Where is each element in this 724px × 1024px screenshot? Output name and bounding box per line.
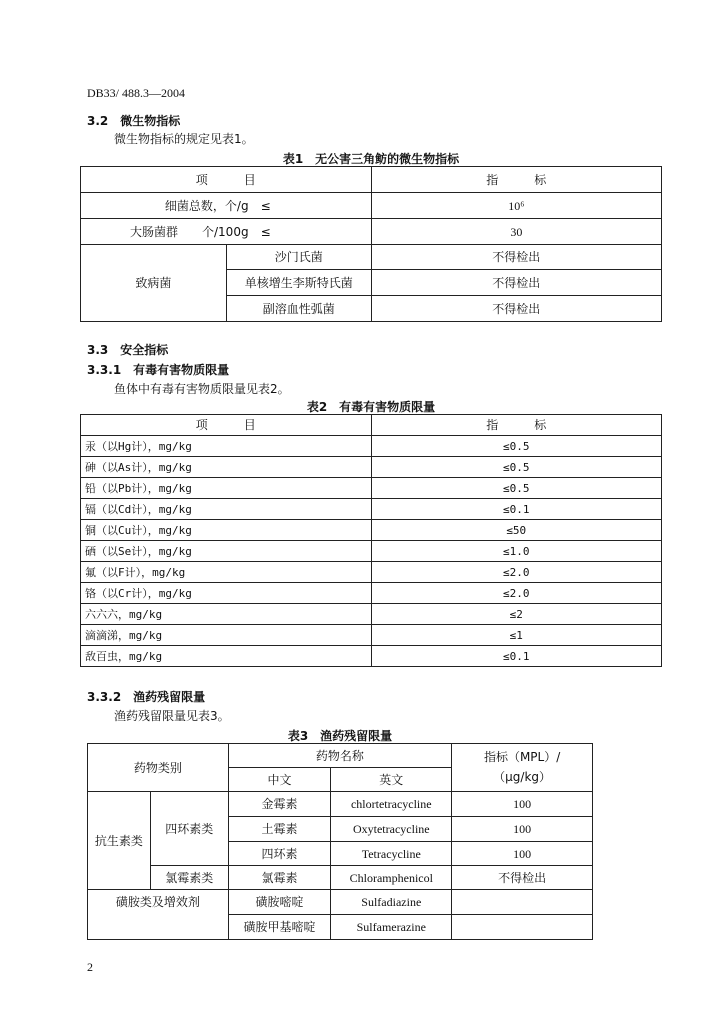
table-cell-value: ≤2 [371,604,662,625]
table-cell-value: 不得检出 [452,866,593,890]
table-2-header-index: 指 标 [371,415,662,436]
drug-cn-name: 金霉素 [228,792,331,817]
table-cell-value: ≤2.0 [371,583,662,604]
table-cell-value: ≤0.5 [371,436,662,457]
table-cell-value [452,890,593,915]
drug-en-name: Sulfadiazine [331,890,452,915]
table-3-header-name: 药物名称 [228,744,452,768]
table-3-header-index-line2: （μg/kg） [493,769,552,784]
table-row: 铜（以Cu计），mg/kg [81,520,372,541]
table-cell-value: 100 [452,817,593,842]
table-row: 镉（以Cd计），mg/kg [81,499,372,520]
antibiotics-group-label: 抗生素类 [88,792,151,890]
table-cell-value: 不得检出 [371,296,661,322]
table-3-caption: 表3 渔药残留限量 [287,729,393,743]
section-3-3-heading: 3.3 安全指标 [87,343,169,357]
pathogen-name: 单核增生李斯特氏菌 [226,270,371,296]
sulfa-group-label: 磺胺类及增效剂 [88,890,229,940]
table-1-header-item: 项 目 [81,167,372,193]
table-cell-value: ≤0.1 [371,499,662,520]
table-2 [80,414,662,667]
table-cell-value: ≤0.5 [371,478,662,499]
tetracyclines-group-label: 四环素类 [150,792,228,866]
table-2-header-item: 项 目 [81,415,372,436]
table-cell-value: ≤0.1 [371,646,662,667]
table-1-caption: 表1 无公害三角鲂的微生物指标 [282,152,460,166]
drug-en-name: Oxytetracycline [331,817,452,842]
table-3-header-class: 药物类别 [88,744,229,792]
table-cell-value: 100 [452,842,593,866]
document-code: DB33/ 488.3—2004 [87,86,186,100]
table-cell-value: ≤50 [371,520,662,541]
table-cell-value: ≤2.0 [371,562,662,583]
drug-cn-name: 四环素 [228,842,331,866]
drug-en-name: Sulfamerazine [331,915,452,940]
table-3-header-en: 英文 [331,768,452,792]
table-3-header-cn: 中文 [228,768,331,792]
page-number: 2 [87,960,93,974]
table-3-header-index [452,744,593,792]
table-3 [87,743,593,940]
drug-en-name: chlortetracycline [331,792,452,817]
pathogen-group-label: 致病菌 [81,245,227,322]
table-row: 砷（以As计），mg/kg [81,457,372,478]
table-2-caption: 表2 有毒有害物质限量 [306,400,436,414]
table-row: 汞（以Hg计），mg/kg [81,436,372,457]
table-3-header-index-line1: 指标（MPL）/ [483,750,561,765]
table-cell-value: 10⁶ [371,193,661,219]
table-row: 大肠菌群 个/100g ≤ [81,219,372,245]
table-cell-value: ≤1.0 [371,541,662,562]
table-row: 铬（以Cr计），mg/kg [81,583,372,604]
section-3-3-2-heading: 3.3.2 渔药残留限量 [87,690,206,704]
section-3-2-heading: 3.2 微生物指标 [87,114,181,128]
section-3-3-1-heading: 3.3.1 有毒有害物质限量 [87,363,230,377]
drug-cn-name: 土霉素 [228,817,331,842]
pathogen-name: 沙门氏菌 [226,245,371,270]
drug-en-name: Chloramphenicol [331,866,452,890]
table-cell-value: ≤0.5 [371,457,662,478]
table-row: 细菌总数，个/g ≤ [81,193,372,219]
table-1-header-index: 指 标 [371,167,661,193]
table-row: 铅（以Pb计），mg/kg [81,478,372,499]
section-3-3-2-intro: 渔药残留限量见表3。 [114,709,230,723]
table-row: 敌百虫，mg/kg [81,646,372,667]
table-row: 硒（以Se计），mg/kg [81,541,372,562]
section-3-2-intro: 微生物指标的规定见表1。 [114,132,254,146]
drug-en-name: Tetracycline [331,842,452,866]
table-row: 六六六，mg/kg [81,604,372,625]
table-cell-value: 30 [371,219,661,245]
drug-cn-name: 磺胺嘧啶 [228,890,331,915]
drug-cn-name: 氯霉素 [228,866,331,890]
pathogen-name: 副溶血性弧菌 [226,296,371,322]
table-row: 滴滴涕，mg/kg [81,625,372,646]
drug-cn-name: 磺胺甲基嘧啶 [228,915,331,940]
table-cell-value: 不得检出 [371,270,661,296]
table-row: 氟（以F计），mg/kg [81,562,372,583]
table-cell-value [452,915,593,940]
section-3-3-1-intro: 鱼体中有毒有害物质限量见表2。 [114,382,290,396]
table-cell-value: ≤1 [371,625,662,646]
table-cell-value: 不得检出 [371,245,661,270]
chloramphenicols-group-label: 氯霉素类 [150,866,228,890]
table-1 [80,166,662,322]
table-cell-value: 100 [452,792,593,817]
